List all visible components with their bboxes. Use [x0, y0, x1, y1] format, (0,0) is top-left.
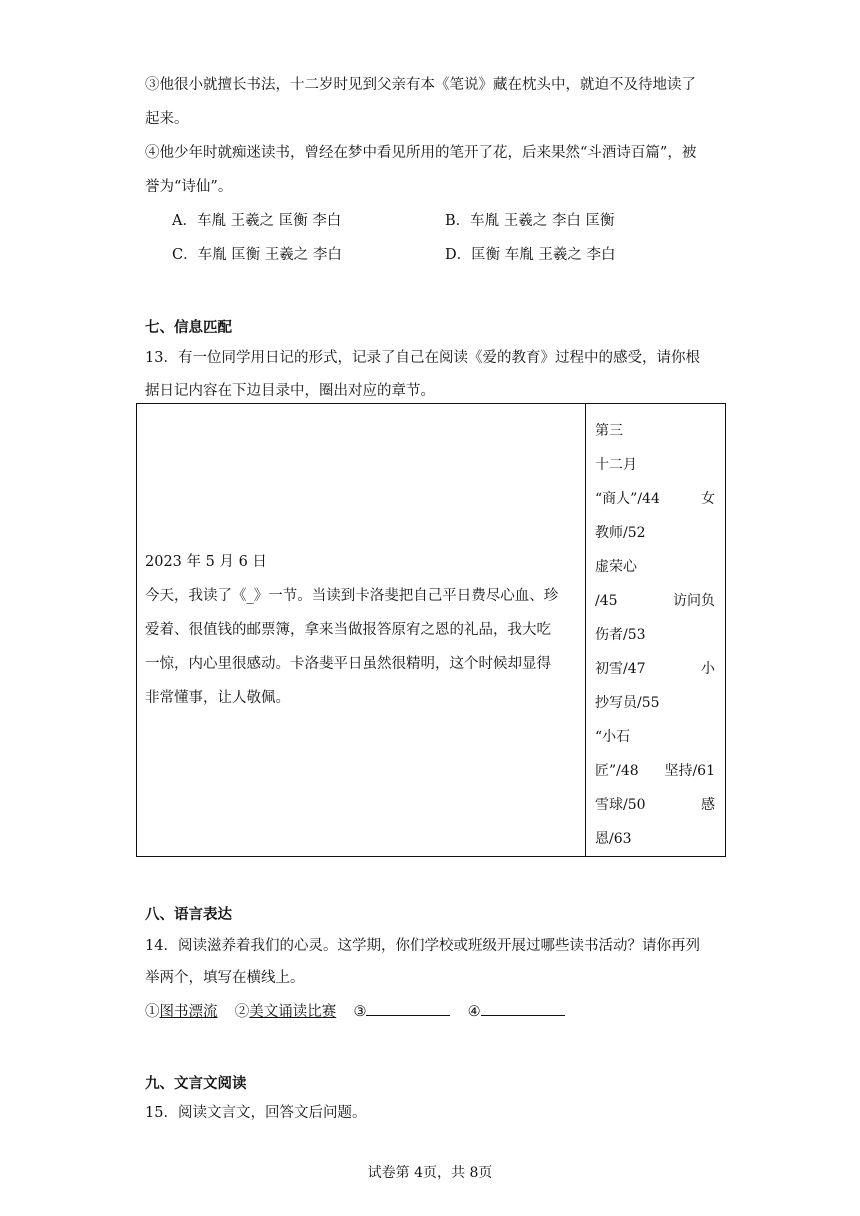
q12-option-d[interactable]: D．匡衡 车胤 王羲之 李白 [445, 247, 616, 263]
toc-line[interactable]: /45 访问负 [595, 593, 715, 609]
activity-marker-2: ② [234, 1004, 250, 1020]
diary-line: 爱着、很值钱的邮票簿，拿来当做报答原宥之恩的礼品，我大吃 [145, 622, 551, 638]
diary-line: 今天，我读了《_》一节。当读到卡洛斐把自己平日费尽心血、珍 [145, 588, 559, 604]
toc-line[interactable]: 雪球/50 感 [595, 797, 715, 813]
q13-line2: 据日记内容在下边目录中，圈出对应的章节。 [145, 383, 435, 399]
q12-option-b[interactable]: B．车胤 王羲之 李白 匡衡 [445, 213, 615, 229]
toc-line[interactable]: “小石 [595, 729, 631, 745]
diary-cell [137, 404, 586, 857]
activity-2: 美文诵读比赛 [249, 1004, 337, 1020]
toc-line[interactable]: 抄写员/55 [595, 695, 660, 711]
q12-item3-line1: ③他很小就擅长书法，十二岁时见到父亲有本《笔说》藏在枕头中，就迫不及待地读了 [145, 77, 696, 93]
q12-option-c[interactable]: C．车胤 匡衡 王羲之 李白 [172, 247, 342, 263]
diary-line: 一惊，内心里很感动。卡洛斐平日虽然很精明，这个时候却显得 [145, 656, 551, 672]
activity-1: 图书漂流 [159, 1004, 218, 1020]
toc-line[interactable]: “商人”/44 女 [595, 491, 715, 507]
section9-heading: 九、文言文阅读 [145, 1075, 247, 1092]
q15-prompt: 15．阅读文言文，回答文后问题。 [145, 1105, 367, 1121]
toc-line[interactable]: 初雪/47 小 [595, 661, 715, 677]
q12-item4-line1: ④他少年时就痴迷读书，曾经在梦中看见所用的笔开了花，后来果然“斗酒诗百篇”，被 [145, 145, 697, 161]
toc-line[interactable]: 虚荣心 [595, 559, 637, 575]
toc-line[interactable]: 第三 [595, 423, 623, 439]
activity-3-blank[interactable] [366, 1001, 450, 1016]
q13-line1: 13．有一位同学用日记的形式，记录了自己在阅读《爱的教育》过程中的感受，请你根 [145, 350, 700, 366]
toc-line[interactable]: 十二月 [595, 457, 637, 473]
toc-line[interactable]: 伤者/53 [595, 627, 646, 643]
q12-item3-line2: 起来。 [145, 111, 189, 127]
toc-line[interactable]: 教师/52 [595, 525, 646, 541]
activity-marker-3: ③ [353, 1004, 367, 1020]
section8-heading: 八、语言表达 [145, 906, 232, 923]
diary-date: 2023 年 5 月 6 日 [145, 554, 267, 570]
q12-item4-line2: 誉为“诗仙”。 [145, 179, 233, 195]
toc-line[interactable]: 匠”/48 坚持/61 [595, 763, 715, 779]
q14-activities [145, 1000, 565, 1021]
q14-line2: 举两个，填写在横线上。 [145, 970, 305, 986]
diary-line: 非常懂事，让人敬佩。 [145, 690, 290, 706]
toc-line[interactable]: 恩/63 [595, 831, 632, 847]
activity-marker-1: ① [145, 1004, 160, 1020]
activity-4-blank[interactable] [481, 1001, 565, 1016]
toc-cell [586, 404, 726, 857]
q14-line1: 14．阅读滋养着我们的心灵。这学期，你们学校或班级开展过哪些读书活动？请你再列 [145, 938, 700, 954]
diary-toc-table [136, 403, 726, 857]
q12-option-a[interactable]: A．车胤 王羲之 匡衡 李白 [172, 213, 342, 229]
page-footer: 试卷第 4页，共 8页 [367, 1165, 493, 1181]
section7-heading: 七、信息匹配 [145, 319, 232, 336]
activity-marker-4: ④ [467, 1004, 481, 1020]
